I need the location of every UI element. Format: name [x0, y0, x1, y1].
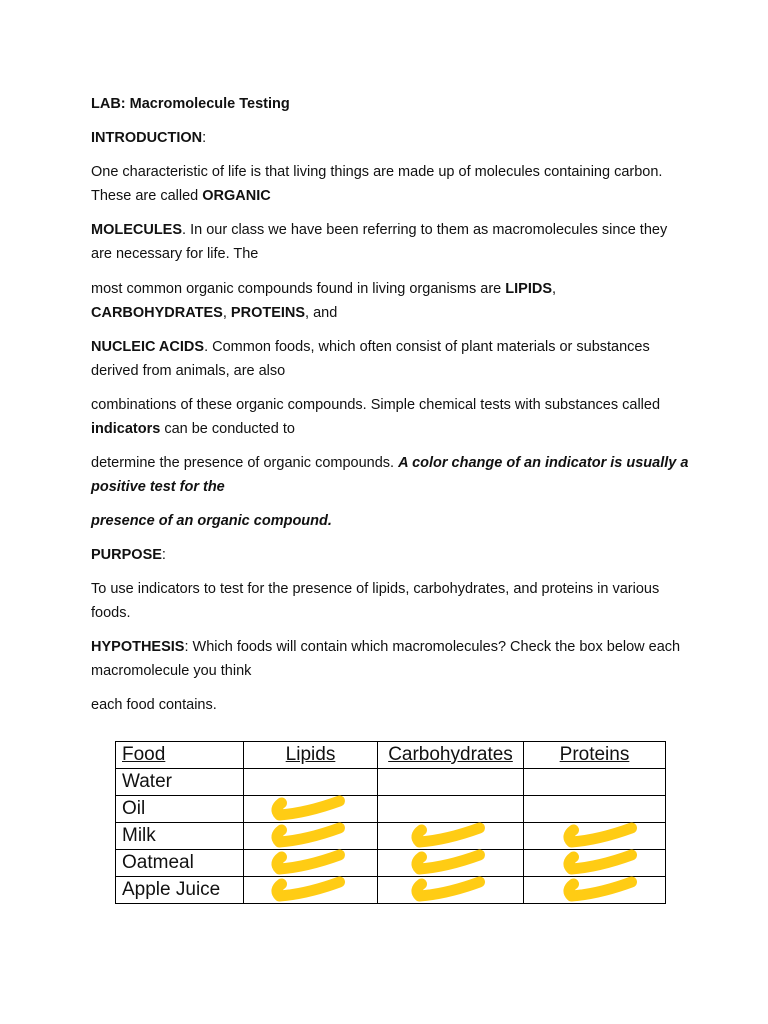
header-proteins: Proteins: [524, 742, 666, 769]
table-row: [116, 796, 666, 823]
proteins-checkbox-cell[interactable]: [524, 877, 666, 904]
food-cell: Oatmeal: [116, 850, 244, 877]
purpose-text: To use indicators to test for the presence of lipids, carbohydrates, and proteins in various foods.: [91, 581, 660, 621]
lipids-checkbox-cell[interactable]: [244, 823, 378, 850]
carbohydrates-checkbox-cell[interactable]: [378, 850, 524, 877]
purpose-heading: PURPOSE:: [91, 547, 166, 563]
carbohydrates-checkbox-cell[interactable]: [378, 877, 524, 904]
carbohydrates-checkbox-cell[interactable]: [378, 796, 524, 823]
intro-paragraph-7: presence of an organic compound.: [91, 513, 332, 529]
table-row: [116, 877, 666, 904]
header-carbohydrates: Carbohydrates: [378, 742, 524, 769]
intro-paragraph-5: combinations of these organic compounds. Simple chemical tests with substances called indicators can be conducted to: [91, 397, 661, 437]
intro-paragraph-4: NUCLEIC ACIDS. Common foods, which often consist of plant materials or substances derived from animals, are also: [91, 339, 650, 379]
introduction-heading: INTRODUCTION:: [91, 130, 207, 146]
food-cell: Milk: [116, 823, 244, 850]
proteins-checkbox-cell[interactable]: [524, 796, 666, 823]
header-lipids: Lipids: [244, 742, 378, 769]
proteins-checkbox-cell[interactable]: [524, 769, 666, 796]
proteins-checkbox-cell[interactable]: [524, 850, 666, 877]
intro-paragraph-3: most common organic compounds found in living organisms are LIPIDS, CARBOHYDRATES, PROTEINS, and: [91, 281, 557, 321]
macromolecule-table: [115, 741, 666, 904]
lab-title: LAB: Macromolecule Testing: [91, 96, 290, 112]
intro-paragraph-1: One characteristic of life is that living things are made up of molecules containing carbon. These are called ORGANIC: [91, 164, 663, 204]
food-cell: Oil: [116, 796, 244, 823]
lipids-checkbox-cell[interactable]: [244, 877, 378, 904]
table-row: [116, 823, 666, 850]
intro-paragraph-6: determine the presence of organic compounds. A color change of an indicator is usually a positive test for the: [91, 455, 689, 495]
table-row: [116, 769, 666, 796]
intro-paragraph-2: MOLECULES. In our class we have been referring to them as macromolecules since they are necessary for life. The: [91, 222, 668, 262]
proteins-checkbox-cell[interactable]: [524, 823, 666, 850]
table-header-row: [116, 742, 666, 769]
hypothesis-paragraph-2: each food contains.: [91, 697, 217, 713]
hypothesis-paragraph: HYPOTHESIS: Which foods will contain which macromolecules? Check the box below each macromolecule you think: [91, 639, 681, 679]
header-food: Food: [116, 742, 244, 769]
lipids-checkbox-cell[interactable]: [244, 796, 378, 823]
food-cell: Water: [116, 769, 244, 796]
carbohydrates-checkbox-cell[interactable]: [378, 769, 524, 796]
lipids-checkbox-cell[interactable]: [244, 769, 378, 796]
food-cell: Apple Juice: [116, 877, 244, 904]
table-row: [116, 850, 666, 877]
carbohydrates-checkbox-cell[interactable]: [378, 823, 524, 850]
lipids-checkbox-cell[interactable]: [244, 850, 378, 877]
